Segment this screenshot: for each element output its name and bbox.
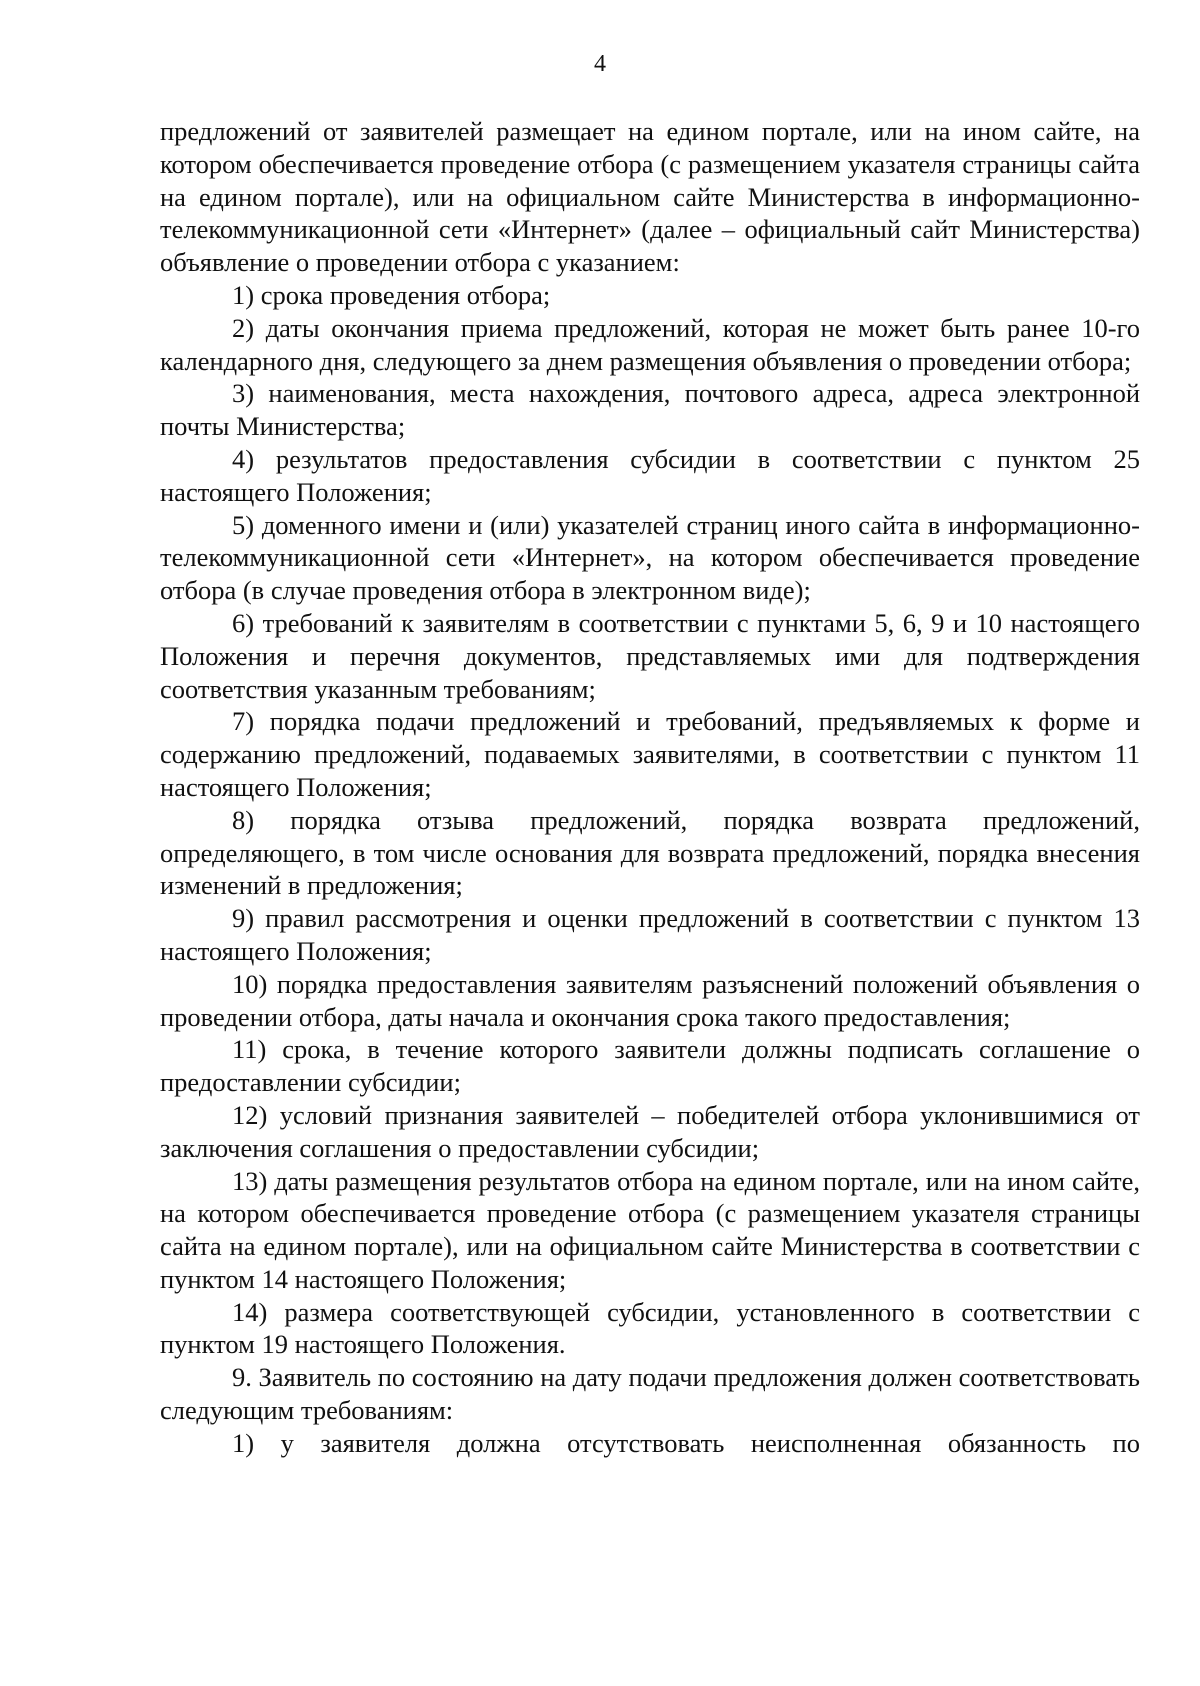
list-item-7: 7) порядка подачи предложений и требований, предъявляемых к форме и содержанию предложений, подаваемых заявителями, в соответствии с пунктом 11 настоящего Положения; — [160, 706, 1140, 802]
list-item-8: 8) порядка отзыва предложений, порядка возврата предложений, определяющего, в том числе основания для возврата предложений, порядка внесения изменений в предложения; — [160, 804, 1140, 901]
list-item-13: 13) даты размещения результатов отбора на едином портале, или на ином сайте, на котором обеспечивается проведение отбора (с размещением указателя страницы сайта на едином портале), или на официальном сайте Министерства в соответствии с пунктом 14 настоящего Положения; — [160, 1165, 1140, 1294]
list-item-1: 1) срока проведения отбора; — [232, 279, 551, 310]
list-item-2: 2) даты окончания приема предложений, которая не может быть ранее 10-го календарного дня, следующего за днем размещения объявления о проведении отбора; — [160, 312, 1140, 376]
section-9: 9. Заявитель по состоянию на дату подачи предложения должен соответствовать следующим требованиям: — [160, 1362, 1140, 1426]
list-item-6: 6) требований к заявителям в соответствии с пунктами 5, 6, 9 и 10 настоящего Положения и перечня документов, представляемых ими для подтверждения соответствия указанным требованиям; — [160, 607, 1140, 704]
paragraph-continuation: предложений от заявителей размещает на едином портале, или на ином сайте, на котором обеспечивается проведение отбора (с размещением указателя страницы сайта на едином портале), или на официальном сайте Министерства в информационно-телекоммуникационной сети «Интернет» (далее – официальный сайт Министерства) объявление о проведении отбора с указанием: — [160, 116, 1140, 278]
list-item-10: 10) порядка предоставления заявителям разъяснений положений объявления о проведении отбора, даты начала и окончания срока такого предоставления; — [160, 968, 1140, 1032]
list-item-5: 5) доменного имени и (или) указателей страниц иного сайта в информационно-телекоммуникационной сети «Интернет», на котором обеспечивается проведение отбора (в случае проведения отбора в электронном виде); — [160, 509, 1140, 606]
document-body — [160, 115, 1140, 1460]
list-item-3: 3) наименования, места нахождения, почтового адреса, адреса электронной почты Министерства; — [160, 378, 1140, 442]
list-item-12: 12) условий признания заявителей – победителей отбора уклонившимися от заключения соглашения о предоставлении субсидии; — [160, 1099, 1140, 1163]
list-item-14: 14) размера соответствующей субсидии, установленного в соответствии с пунктом 19 настоящего Положения. — [160, 1296, 1140, 1360]
section-9-item-1: 1) у заявителя должна отсутствовать неисполненная обязанность по — [232, 1427, 1140, 1458]
list-item-4: 4) результатов предоставления субсидии в соответствии с пунктом 25 настоящего Положения; — [160, 443, 1140, 507]
page-number: 4 — [594, 51, 606, 77]
list-item-9: 9) правил рассмотрения и оценки предложений в соответствии с пунктом 13 настоящего Положения; — [160, 903, 1140, 966]
list-item-11: 11) срока, в течение которого заявители должны подписать соглашение о предоставлении субсидии; — [160, 1034, 1140, 1098]
